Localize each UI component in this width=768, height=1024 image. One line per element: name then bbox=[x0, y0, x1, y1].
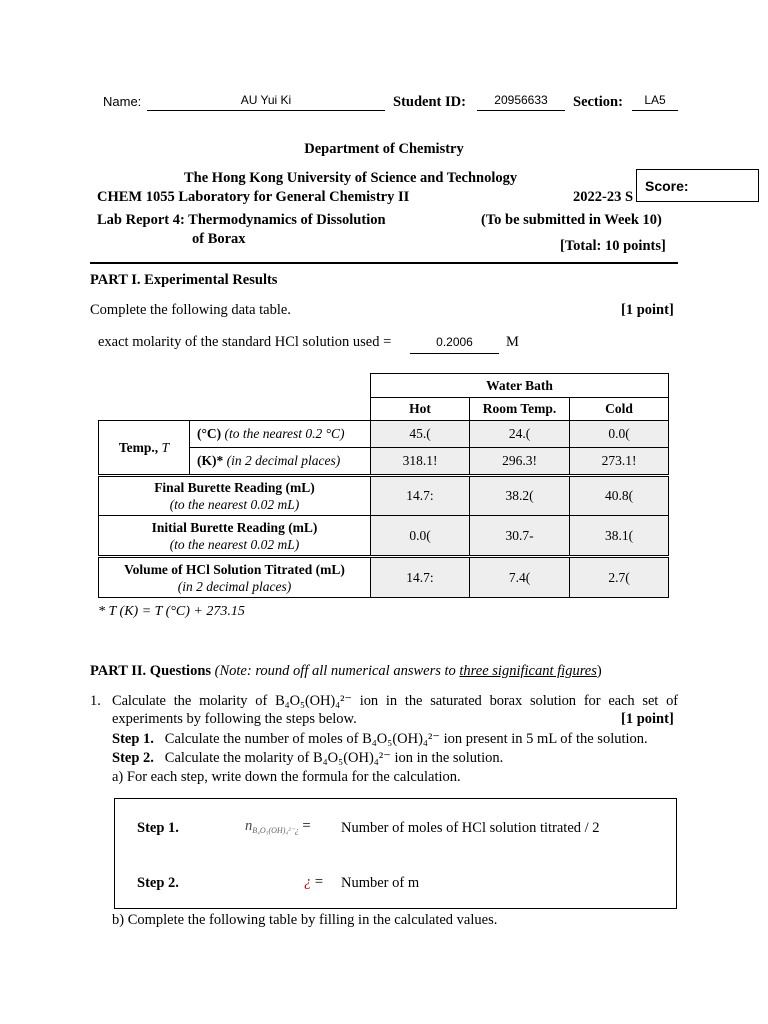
q1-text-line1: Calculate the molarity of B₄O₅(OH)₄²⁻ ion in the saturated borax solution for each set of bbox=[112, 693, 678, 709]
table-blank bbox=[99, 398, 371, 421]
box-step1-label: Step 1. bbox=[137, 820, 179, 836]
department-title: Department of Chemistry bbox=[304, 141, 464, 157]
step1-label: Step 1. bbox=[112, 731, 154, 747]
box-step1-text: Number of moles of HCl solution titrated / 2 bbox=[341, 820, 600, 836]
part1-instruction: Complete the following data table. bbox=[90, 302, 291, 318]
molarity-symbol: ¿ bbox=[304, 874, 312, 890]
cell-final-hot[interactable]: 14.7: bbox=[371, 476, 470, 516]
part2-note: (Note: round off all numerical answers to bbox=[214, 663, 460, 679]
section-label: Section: bbox=[573, 94, 623, 110]
moles-subscript: B₄O₅(OH)₄²⁻¿ bbox=[252, 826, 299, 835]
volume-titrated-label: Volume of HCl Solution Titrated (mL) bbox=[124, 561, 345, 577]
celsius-note: (to the nearest 0.2 °C) bbox=[224, 426, 345, 441]
temp-row-label: Temp., T bbox=[99, 421, 190, 476]
cell-final-room[interactable]: 38.2( bbox=[470, 476, 570, 516]
cell-temp-k-cold[interactable]: 273.1! bbox=[570, 448, 669, 476]
kelvin-unit: (K)* bbox=[197, 453, 224, 468]
cell-temp-c-cold[interactable]: 0.0( bbox=[570, 421, 669, 448]
part1-heading: PART I. Experimental Results bbox=[90, 272, 278, 288]
table-blank bbox=[99, 374, 371, 398]
initial-reading-label: Initial Burette Reading (mL) bbox=[151, 519, 318, 535]
university-title: The Hong Kong University of Science and Technology bbox=[184, 170, 518, 186]
cell-volume-room[interactable]: 7.4( bbox=[470, 557, 570, 598]
cell-initial-room[interactable]: 30.7- bbox=[470, 516, 570, 557]
cell-volume-cold[interactable]: 2.7( bbox=[570, 557, 669, 598]
col-cold: Cold bbox=[570, 398, 669, 421]
report-title-line1: Lab Report 4: Thermodynamics of Dissolution bbox=[97, 212, 386, 228]
score-label: Score: bbox=[645, 178, 689, 194]
part2-note-underlined: three significant figures bbox=[459, 663, 597, 679]
answer-box[interactable] bbox=[114, 798, 677, 909]
cell-volume-hot[interactable]: 14.7: bbox=[371, 557, 470, 598]
name-field[interactable]: AU Yui Ki bbox=[147, 93, 385, 111]
box-step2-text: Number of m bbox=[341, 875, 420, 891]
molarity-field[interactable]: 0.2006 bbox=[410, 333, 499, 354]
col-room-temp: Room Temp. bbox=[470, 398, 570, 421]
q1-text-line2: experiments by following the steps below. bbox=[112, 711, 357, 727]
cell-temp-k-room[interactable]: 296.3! bbox=[470, 448, 570, 476]
title-divider bbox=[90, 262, 678, 264]
part2-heading-line: PART II. Questions (Note: round off all numerical answers to three significant figures) bbox=[90, 663, 602, 679]
box-step1-formula[interactable]: $n_{B_4O_5(OH)_4^{2-}¿}$ = bbox=[245, 818, 311, 835]
step1-text: Calculate the number of moles of B₄O₅(OH)₄²⁻ ion present in 5 mL of the solution. bbox=[164, 731, 648, 747]
part1-points: [1 point] bbox=[621, 302, 674, 318]
molarity-label: exact molarity of the standard HCl solution used = bbox=[98, 334, 392, 350]
step1-line bbox=[112, 731, 648, 748]
term-text: 2022-23 S bbox=[573, 189, 634, 205]
cell-initial-cold[interactable]: 38.1( bbox=[570, 516, 669, 557]
report-title-line2: of Borax bbox=[192, 231, 246, 247]
kelvin-note: (in 2 decimal places) bbox=[226, 453, 341, 468]
cell-temp-c-room[interactable]: 24.( bbox=[470, 421, 570, 448]
q1-points: [1 point] bbox=[621, 711, 674, 727]
score-box[interactable] bbox=[636, 169, 759, 202]
box-step2-label: Step 2. bbox=[137, 875, 179, 891]
volume-titrated-note: (in 2 decimal places) bbox=[177, 578, 292, 594]
final-reading-label: Final Burette Reading (mL) bbox=[154, 480, 315, 495]
cell-temp-c-hot[interactable]: 45.( bbox=[371, 421, 470, 448]
name-label: Name: bbox=[103, 94, 142, 109]
section-field[interactable]: LA5 bbox=[632, 93, 678, 111]
final-reading-note: (to the nearest 0.02 mL) bbox=[169, 497, 300, 512]
question-b: b) Complete the following table by filling in the calculated values. bbox=[112, 912, 498, 928]
data-table bbox=[98, 373, 669, 598]
molarity-unit: M bbox=[506, 334, 519, 350]
water-bath-header: Water Bath bbox=[371, 374, 669, 398]
box-step2-formula[interactable]: ¿ = bbox=[304, 874, 324, 890]
col-hot: Hot bbox=[371, 398, 470, 421]
step2-text: Calculate the molarity of B₄O₅(OH)₄²⁻ ion in the solution. bbox=[164, 750, 504, 766]
submission-note: (To be submitted in Week 10) bbox=[481, 212, 662, 228]
cell-temp-k-hot[interactable]: 318.1! bbox=[371, 448, 470, 476]
question-a: a) For each step, write down the formula for the calculation. bbox=[112, 769, 461, 785]
part2-heading: PART II. Questions bbox=[90, 663, 212, 679]
student-id-label: Student ID: bbox=[393, 94, 466, 110]
moles-symbol: n bbox=[245, 818, 253, 834]
q1-number: 1. bbox=[90, 693, 101, 709]
cell-final-cold[interactable]: 40.8( bbox=[570, 476, 669, 516]
cell-initial-hot[interactable]: 0.0( bbox=[371, 516, 470, 557]
kelvin-footnote: * T (K) = T (°C) + 273.15 bbox=[98, 604, 245, 619]
student-id-field[interactable]: 20956633 bbox=[477, 93, 565, 111]
total-points: [Total: 10 points] bbox=[560, 238, 666, 254]
step2-label: Step 2. bbox=[112, 750, 154, 766]
initial-reading-note: (to the nearest 0.02 mL) bbox=[169, 536, 300, 552]
celsius-unit: (°C) bbox=[197, 426, 222, 441]
step2-line bbox=[112, 750, 503, 767]
course-title: CHEM 1055 Laboratory for General Chemistry II bbox=[97, 189, 410, 205]
